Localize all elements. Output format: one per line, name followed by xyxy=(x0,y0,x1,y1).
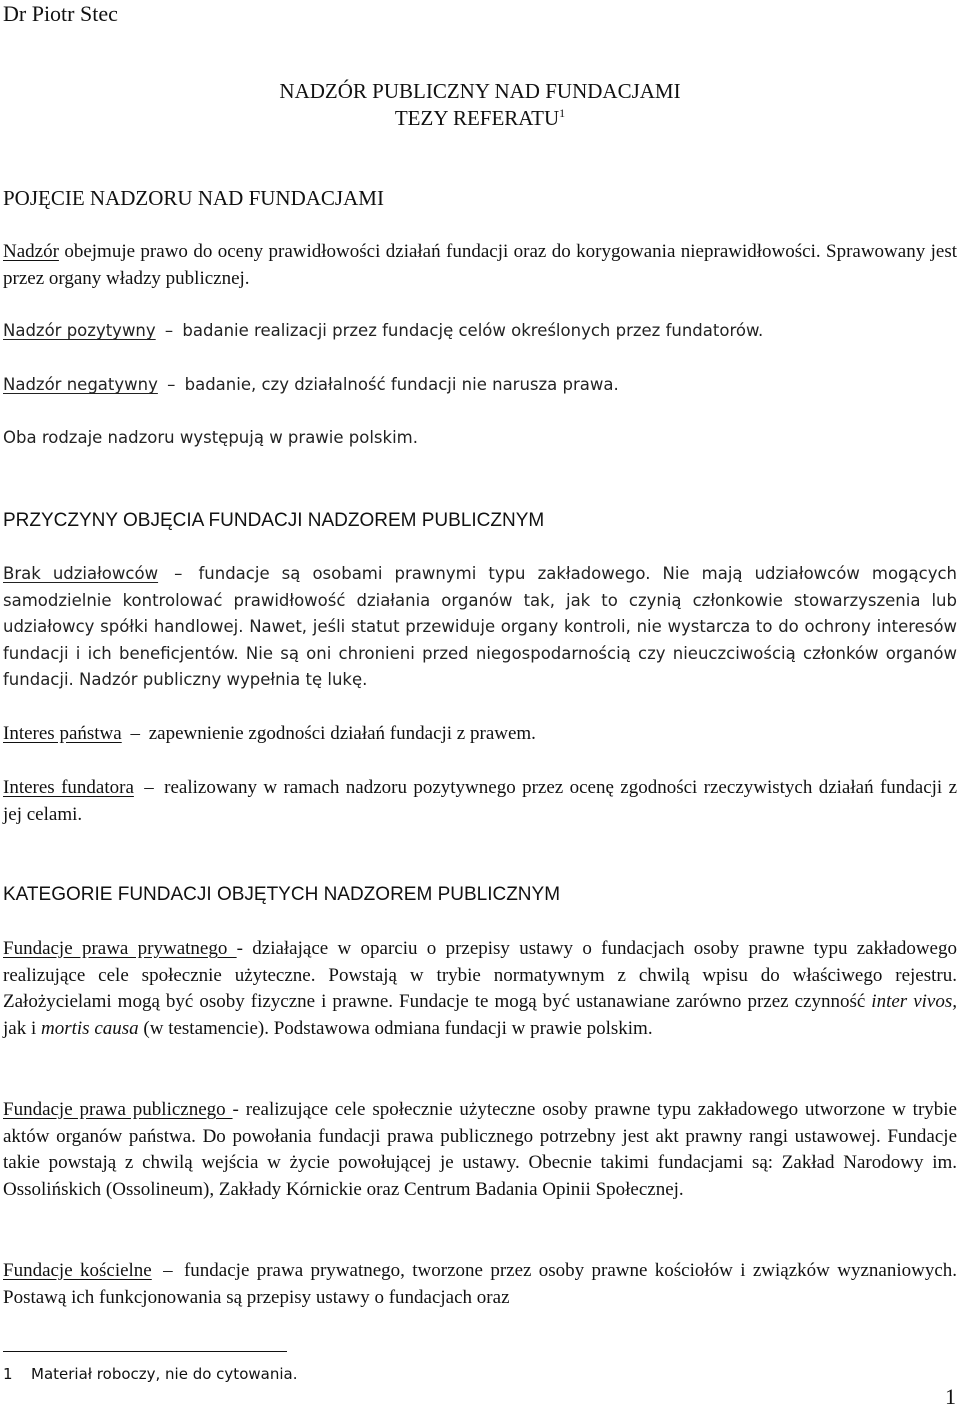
title-line-2-text: TEZY REFERATU xyxy=(394,106,560,130)
dash: – xyxy=(144,777,154,798)
paragraph-brak-udzialowcow xyxy=(3,561,957,694)
paragraph-fundacje-prawa-publicznego xyxy=(3,1097,957,1203)
dash: – xyxy=(130,723,140,744)
dash: – xyxy=(167,375,176,394)
term-nadzor-pozytywny: Nadzór pozytywny xyxy=(3,321,156,340)
term-nadzor-negatywny: Nadzór negatywny xyxy=(3,375,158,394)
section-heading-przyczyny: PRZYCZYNY OBJĘCIA FUNDACJI NADZOREM PUBLICZNYM xyxy=(3,510,545,531)
footnote-text: Materiał roboczy, nie do cytowania. xyxy=(31,1365,298,1383)
title-line-2 xyxy=(0,105,960,132)
text-brak-udzialowcow: fundacje są osobami prawnymi typu zakładowego. Nie mają udziałowców mogących samodzielnie kontrolować prawidłowość działania organów tak, jak to czynią członkowie stowarzyszenia lub udziałowcy spółki handlowej. Nawet, jeśli statut przewiduje organy kontroli, nie wystarcza to do ochrony interesów fundacji i ich beneficjentów. Nie są oni chronieni przed niegospodarnością czy nieuczciwością członków organów fundacji. Nadzór publiczny wypełnia tę lukę. xyxy=(3,564,958,689)
paragraph-interes-fundatora xyxy=(3,775,957,828)
page-number: 1 xyxy=(945,1384,956,1409)
term-interes-panstwa: Interes państwa xyxy=(3,723,122,744)
dash: – xyxy=(164,321,174,340)
footnote-ref: 1 xyxy=(559,106,566,120)
footnote-number: 1 xyxy=(3,1365,13,1383)
paragraph-oba-rodzaje: Oba rodzaje nadzoru występują w prawie polskim. xyxy=(3,428,418,447)
italic-mortis-causa: mortis causa xyxy=(41,1017,139,1039)
term-fundacje-koscielne: Fundacje kościelne xyxy=(3,1260,152,1281)
footnote-separator xyxy=(3,1351,287,1352)
paragraph-fundacje-prawa-prywatnego xyxy=(3,936,957,1042)
title-line-1: NADZÓR PUBLICZNY NAD FUNDACJAMI xyxy=(279,79,681,103)
italic-inter-vivos: inter vivos, xyxy=(871,991,957,1012)
text-interes-panstwa: zapewnienie zgodności działań fundacji z prawem. xyxy=(148,723,536,744)
section-heading-pojecie: POJĘCIE NADZORU NAD FUNDACJAMI xyxy=(3,186,384,210)
text-koscielne: fundacje prawa prywatnego, tworzone przez osoby prawne kościołów i związków wyznaniowych. Postawą ich funkcjonowania są przepisy ustawy o fundacjach oraz xyxy=(3,1260,958,1308)
document-title xyxy=(0,78,960,132)
text-interes-fundatora: realizowany w ramach nadzoru pozytywnego przez ocenę zgodności rzeczywistych działań fundacji z jej celami. xyxy=(3,777,958,825)
term-nadzor: Nadzór xyxy=(3,241,59,262)
author-name: Dr Piotr Stec xyxy=(3,1,118,26)
section-heading-kategorie: KATEGORIE FUNDACJI OBJĘTYCH NADZOREM PUBLICZNYM xyxy=(3,884,561,905)
dash: – xyxy=(163,1260,173,1281)
paragraph-nadzor-negatywny xyxy=(3,372,957,399)
text-nadzor-pozytywny: badanie realizacji przez fundację celów określonych przez fundatorów. xyxy=(182,321,764,340)
term-interes-fundatora: Interes fundatora xyxy=(3,777,134,798)
text-publicznego: - realizujące cele społecznie użyteczne osoby prawne typu zakładowego utworzone w trybie aktów organów państwa. Do powołania fundacji prawa publicznego potrzebny jest akt prawny rangi ustawowej. Fundacje takie powstają z chwilą wejścia w życie powołującej je ustawy. Obecnie takimi fundacjami są: Zakład Narodowy im. Ossolińskich (Ossolineum), Zakłady Kórnickie oraz Centrum Badania Opinii Społecznej. xyxy=(3,1099,957,1200)
paragraph-fundacje-koscielne xyxy=(3,1258,957,1311)
term-fundacje-prawa-prywatnego: Fundacje prawa prywatnego xyxy=(3,938,237,959)
text-nadzor-negatywny: badanie, czy działalność fundacji nie narusza prawa. xyxy=(184,375,619,394)
text-prywatnego-1: - działające w oparciu o przepisy ustawy o fundacjach osoby prawne typu zakładowego realizujące cele społecznie użyteczne. Powstają w trybie normatywnym z chwilą wpisu do właściwego rejestru. Założycielami mogą być osoby fizyczne i prawne. Fundacje te mogą być ustanawiane zarówno przez czynność xyxy=(3,938,957,1012)
paragraph-nadzor xyxy=(3,239,957,292)
text-prywatnego-3: (w testamencie). Podstawowa odmiana fundacji w prawie polskim. xyxy=(138,1017,653,1039)
dash: – xyxy=(174,564,183,583)
term-brak-udzialowcow: Brak udziałowców xyxy=(3,564,159,583)
footnote xyxy=(3,1363,297,1385)
paragraph-interes-panstwa xyxy=(3,721,957,748)
text-nadzor: obejmuje prawo do oceny prawidłowości działań fundacji oraz do korygowania nieprawidłowości. Sprawowany jest przez organy władzy publicznej. xyxy=(3,241,957,289)
term-fundacje-prawa-publicznego: Fundacje prawa publicznego xyxy=(3,1099,233,1120)
paragraph-nadzor-pozytywny xyxy=(3,318,957,345)
text-prywatnego-2: jak i xyxy=(3,1017,41,1039)
